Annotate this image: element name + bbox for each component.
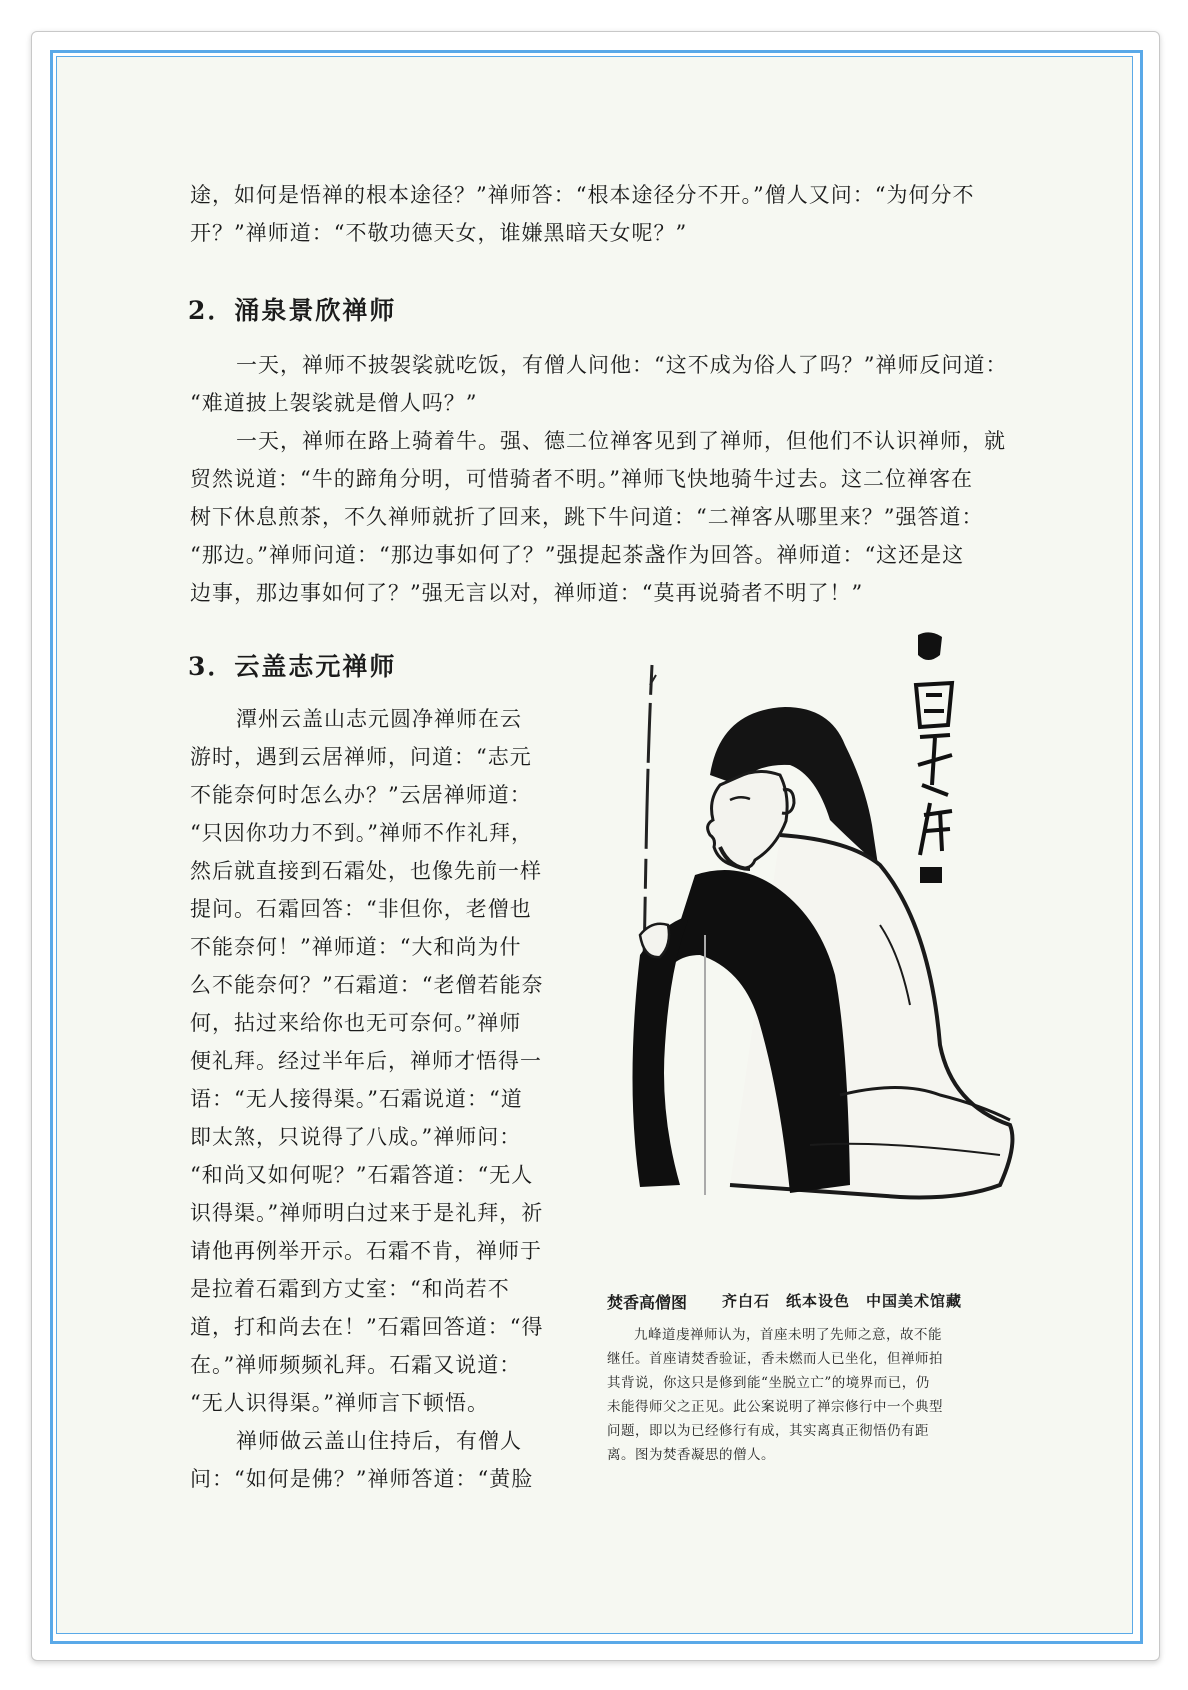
figure-caption [607, 1323, 1017, 1467]
section-2-line: 边事，那边事如何了？”强无言以对，禅师道：“莫再说骑者不明了！” [190, 581, 864, 605]
calligraphy-inscription [914, 632, 952, 883]
section-3-line: 问：“如何是佛？”禅师答道：“黄脸 [190, 1467, 534, 1491]
section-3-line: 禅师做云盖山住持后，有僧人 [236, 1429, 522, 1453]
section-2-line: 贸然说道：“牛的蹄角分明，可惜骑者不明。”禅师飞快地骑牛过去。这二位禅客在 [190, 467, 973, 491]
section-3-line: 何，拈过来给你也无可奈何。”禅师 [190, 1011, 522, 1035]
section-2-line: 一天，禅师在路上骑着牛。强、德二位禅客见到了禅师，但他们不认识禅师，就 [236, 429, 1006, 453]
section-3-line: 然后就直接到石霜处，也像先前一样 [190, 859, 542, 883]
section-3-line: 提问。石霜回答：“非但你，老僧也 [190, 897, 532, 921]
figure-caption-line: 离。图为焚香凝思的僧人。 [607, 1447, 775, 1463]
figure-caption-line: 九峰道虔禅师认为，首座未明了先师之意，故不能 [634, 1327, 942, 1343]
figure-caption-line: 未能得师父之正见。此公案说明了禅宗修行中一个典型 [607, 1399, 943, 1415]
section-3-line: “和尚又如何呢？”石霜答道：“无人 [190, 1163, 534, 1187]
intro-line-2: 开？”禅师道：“不敬功德天女，谁嫌黑暗天女呢？” [190, 221, 688, 245]
section-3-line: “只因你功力不到。”禅师不作礼拜， [190, 821, 533, 845]
section-3-line: “无人识得渠。”禅师言下顿悟。 [190, 1391, 489, 1415]
section-3-line: 识得渠。”禅师明白过来于是礼拜，祈 [190, 1201, 544, 1225]
monk-painting-illustration [580, 625, 1020, 1275]
section-2-heading: 2．涌泉景欣禅师 [188, 296, 397, 325]
intro-line-1: 途，如何是悟禅的根本途径？”禅师答：“根本途径分不开。”僧人又问：“为何分不 [190, 183, 975, 207]
section-2-line: 树下休息煎茶，不久禅师就折了回来，跳下牛问道：“二禅客从哪里来？”强答道： [190, 505, 984, 529]
section-3-line: 请他再例举开示。石霜不肯，禅师于 [190, 1239, 542, 1263]
section-3-line: 游时，遇到云居禅师，问道：“志元 [190, 745, 532, 769]
figure-credit: 齐白石 纸本设色 中国美术馆藏 [722, 1292, 963, 1310]
figure-caption-line: 继任。首座请焚香验证，香未燃而人已坐化，但禅师拍 [607, 1351, 943, 1367]
section-3-line: 便礼拜。经过半年后，禅师才悟得一 [190, 1049, 542, 1073]
figure-caption-line: 问题，即以为已经修行有成，其实离真正彻悟仍有距 [607, 1423, 929, 1439]
section-3-line: 在。”禅师频频礼拜。石霜又说道： [190, 1353, 522, 1377]
figure-caption-line: 其背说，你这只是修到能“坐脱立亡”的境界而已，仍 [607, 1375, 930, 1391]
section-3-line: 语：“无人接得渠。”石霜说道：“道 [190, 1087, 523, 1111]
section-3-line: 不能奈何时怎么办？”云居禅师道： [190, 783, 532, 807]
section-2-line: 一天，禅师不披袈裟就吃饭，有僧人问他：“这不成为俗人了吗？”禅师反问道： [236, 353, 1008, 377]
section-3-line: 么不能奈何？”石霜道：“老僧若能奈 [190, 973, 544, 997]
section-3-line: 潭州云盖山志元圆净禅师在云 [236, 707, 522, 731]
section-2-line: “难道披上袈裟就是僧人吗？” [190, 391, 478, 415]
section-3-line: 道，打和尚去在！”石霜回答道：“得 [190, 1315, 544, 1339]
figure-title: 焚香高僧图 [607, 1293, 688, 1312]
section-3-line: 即太煞，只说得了八成。”禅师问： [190, 1125, 522, 1149]
section-2-line: “那边。”禅师问道：“那边事如何了？”强提起茶盏作为回答。禅师道：“这还是这 [190, 543, 965, 567]
section-3-line: 是拉着石霜到方丈室：“和尚若不 [190, 1277, 510, 1301]
section-3-line: 不能奈何！”禅师道：“大和尚为什 [190, 935, 522, 959]
section-3-heading: 3．云盖志元禅师 [188, 652, 397, 681]
